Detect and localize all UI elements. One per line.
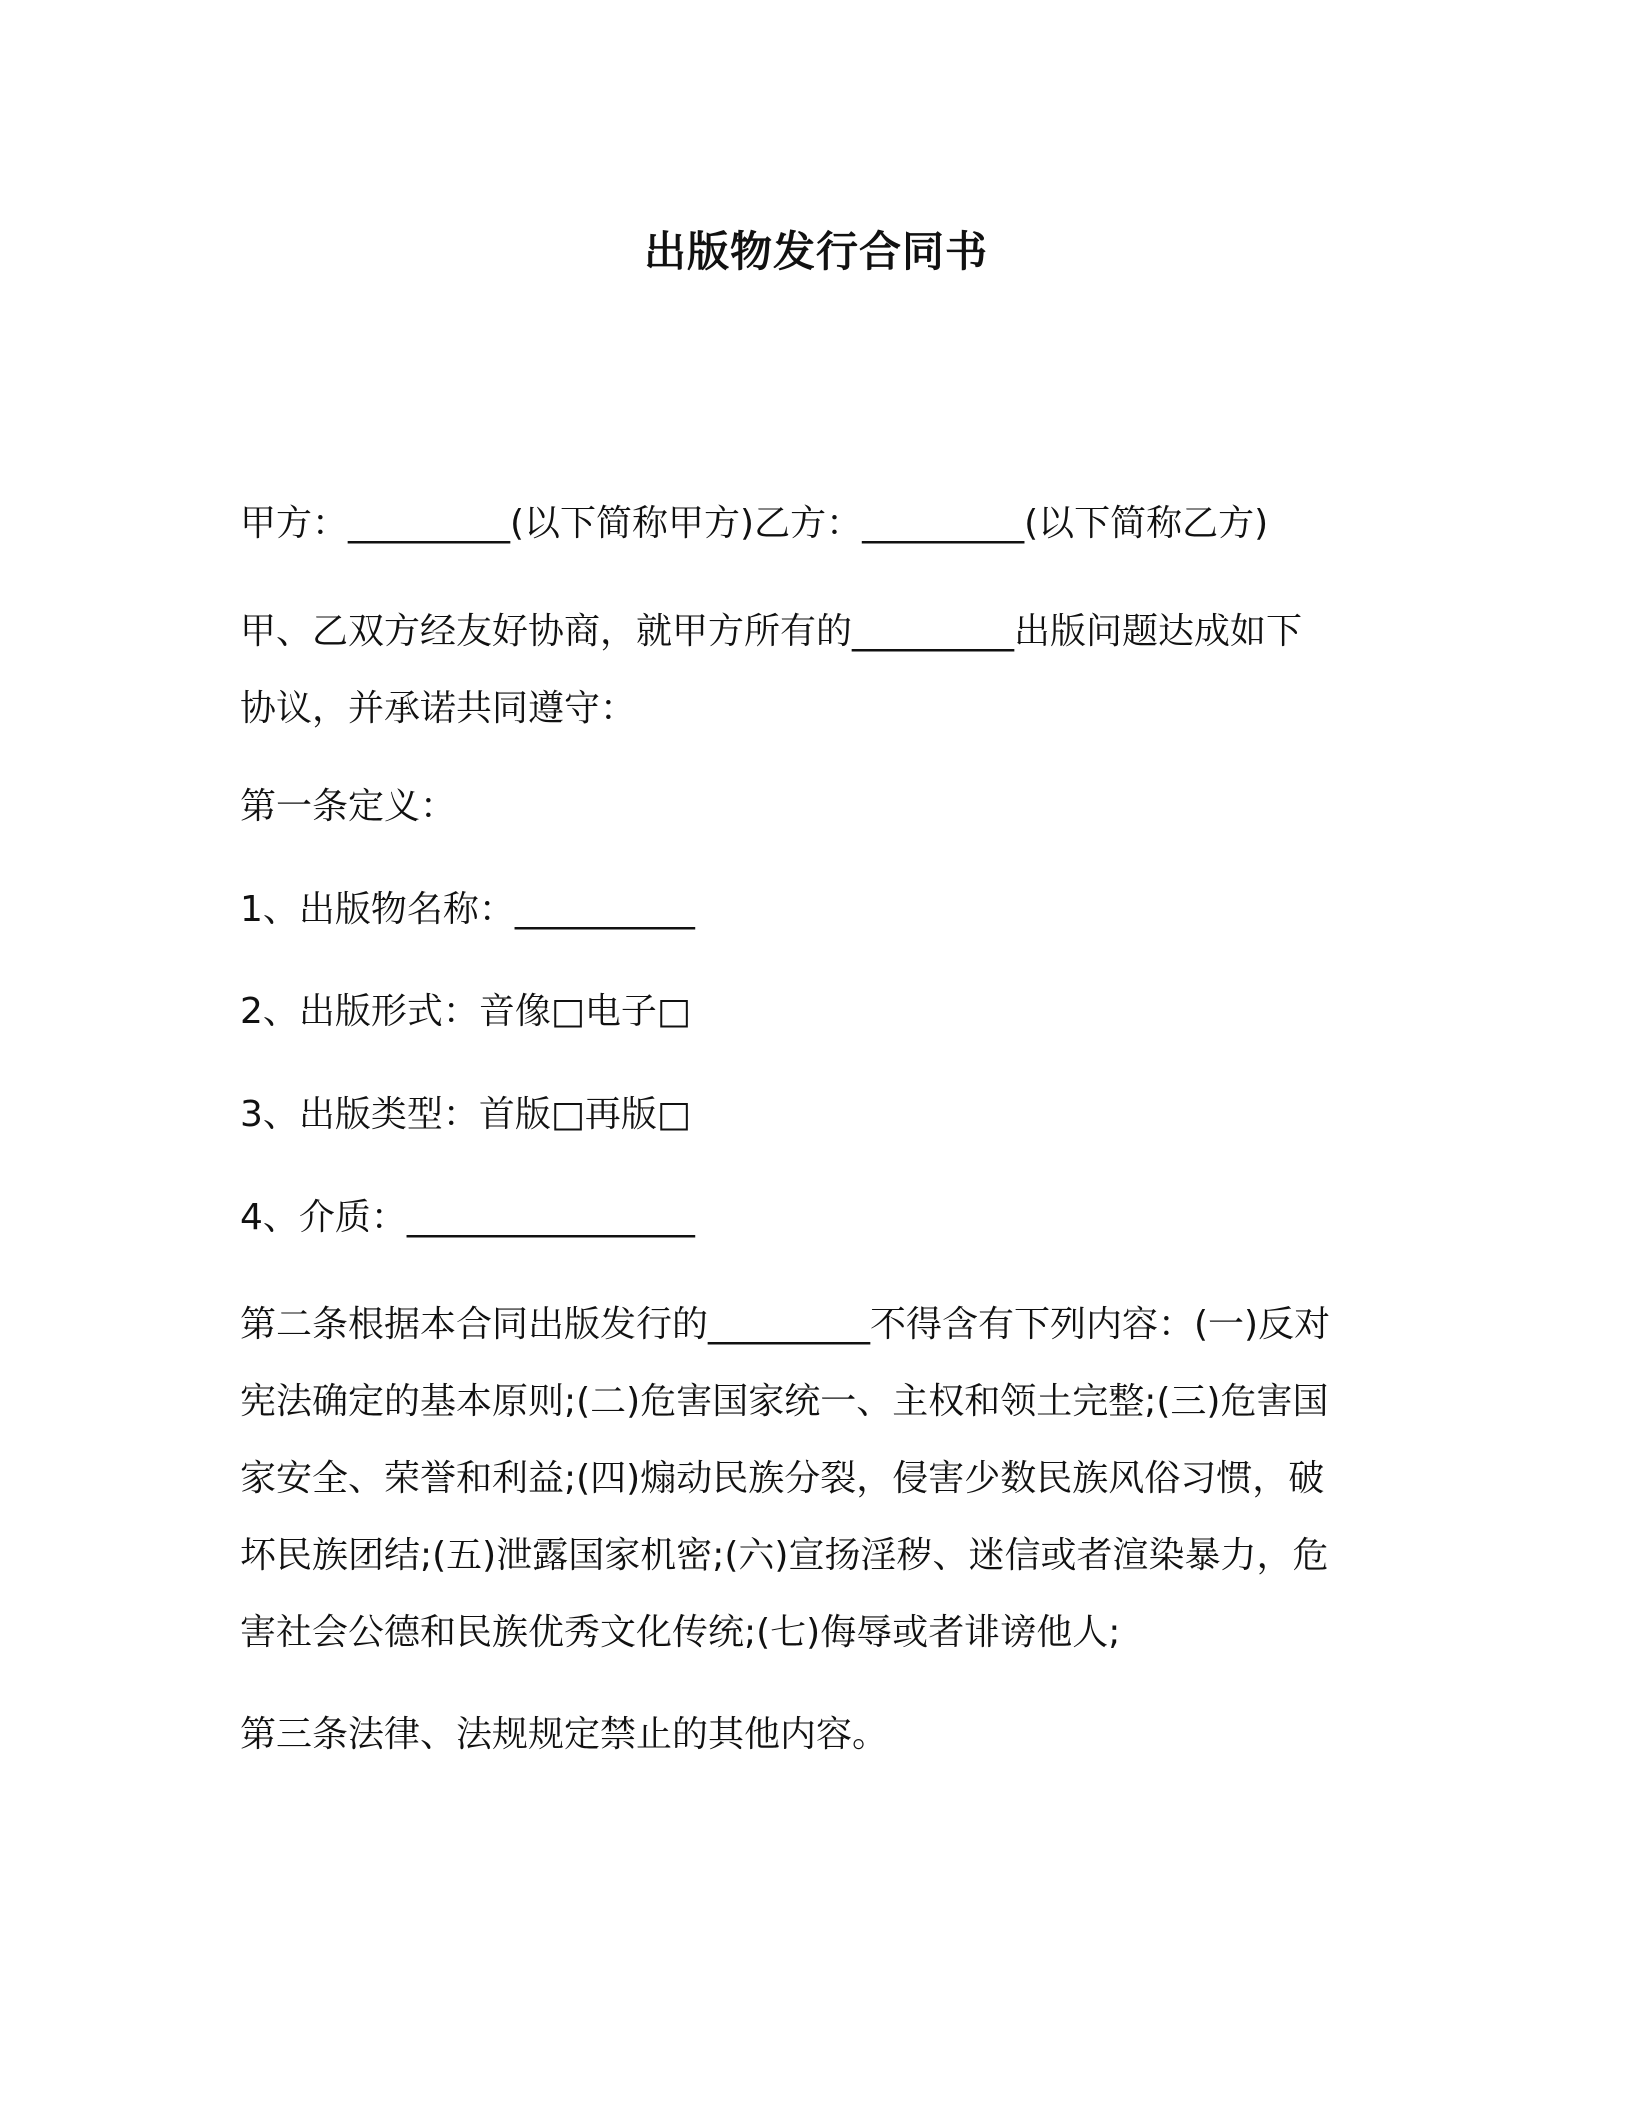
item-publication-format: 2、出版形式：音像□电子□ — [240, 991, 691, 1032]
article-2-line: 坏民族团结;(五)泄露国家机密;(六)宣扬淫秽、迷信或者渲染暴力，危 — [240, 1535, 1329, 1576]
item-medium: 4、介质：________________ — [240, 1197, 695, 1238]
intro-paragraph — [240, 593, 1390, 747]
document-title: 出版物发行合同书 — [643, 227, 988, 276]
article-2-line: 害社会公德和民族优秀文化传统;(七)侮辱或者诽谤他人; — [240, 1612, 1121, 1653]
article-2-line: 宪法确定的基本原则;(二)危害国家统一、主权和领土完整;(三)危害国 — [240, 1381, 1329, 1422]
article-3: 第三条法律、法规规定禁止的其他内容。 — [240, 1714, 889, 1755]
article-2-paragraph — [240, 1286, 1390, 1671]
item-publication-name: 1、出版物名称：__________ — [240, 889, 695, 930]
item-publication-type: 3、出版类型：首版□再版□ — [240, 1094, 691, 1135]
article-1-heading: 第一条定义： — [240, 786, 457, 827]
parties-line: 甲方：_________(以下简称甲方)乙方：_________(以下简称乙方) — [240, 503, 1269, 544]
intro-line: 甲、乙双方经友好协商，就甲方所有的_________出版问题达成如下 — [240, 611, 1303, 652]
intro-line: 协议，并承诺共同遵守： — [240, 688, 637, 729]
article-2-line: 第二条根据本合同出版发行的_________不得含有下列内容：(一)反对 — [240, 1304, 1331, 1345]
article-2-line: 家安全、荣誉和利益;(四)煽动民族分裂，侵害少数民族风俗习惯，破 — [240, 1458, 1325, 1499]
